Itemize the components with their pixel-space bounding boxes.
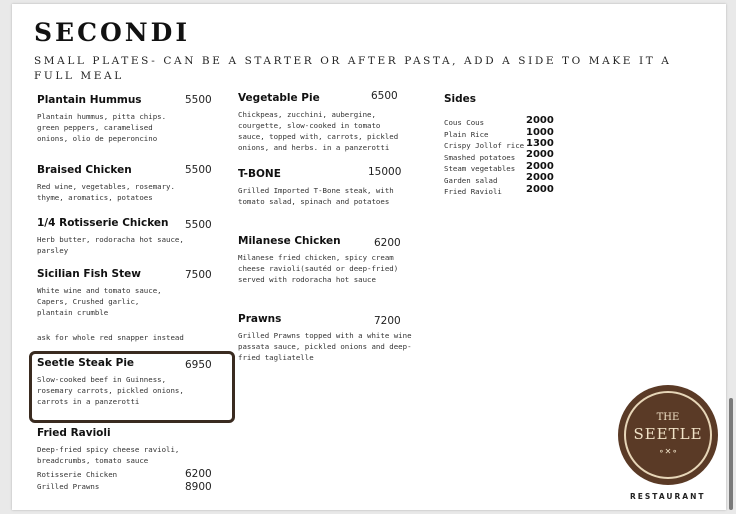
dish-rotisserie-chicken: [37, 217, 187, 256]
dish-description: Grilled Prawns topped with a white wine passata sauce, pickled onions and deep-fried tagliatelle: [238, 331, 412, 362]
logo-cutlery-icon: ⚬✕⚬: [657, 447, 679, 456]
dish-description: Milanese fried chicken, spicy cream cheese ravioli(sautéd or deep-fried) served with rodoracha hot sauce: [238, 253, 399, 284]
dish-description: Grilled Imported T-Bone steak, with tomato salad, spinach and potatoes: [238, 186, 394, 206]
side-price: 2000: [526, 115, 554, 126]
dish-name: Plantain Hummus: [37, 94, 142, 106]
dish-price: 5500: [185, 164, 212, 176]
dish-name: Vegetable Pie: [238, 92, 320, 104]
dish-price: 7200: [374, 315, 401, 327]
side-price: 1300: [526, 138, 554, 149]
side-price: 1000: [526, 127, 554, 138]
dish-name: Prawns: [238, 313, 282, 325]
side-item: Plain Rice: [444, 130, 489, 139]
side-price: 2000: [526, 149, 554, 160]
side-item: Fried Ravioli: [444, 187, 502, 196]
scrollbar-thumb[interactable]: [729, 398, 733, 510]
dish-name: Fried Ravioli: [37, 427, 111, 439]
dish-price: 6200: [374, 237, 401, 249]
dish-price: 6950: [185, 359, 212, 371]
dish-description: Red wine, vegetables, rosemary. thyme, aromatics, potatoes: [37, 182, 175, 202]
fish-stew-note: ask for whole red snapper instead: [37, 333, 184, 342]
dish-description: Plantain hummus, pitta chips. green peppers, caramelised onions, olio de peperoncino: [37, 112, 167, 143]
dish-name: T-BONE: [238, 168, 281, 180]
extra-price: 6200: [185, 468, 212, 480]
dish-price: 7500: [185, 269, 212, 281]
dish-sicilian-fish-stew: [37, 268, 167, 318]
extra-price: 8900: [185, 481, 212, 493]
side-item: Crispy Jollof rice: [444, 141, 525, 150]
dish-seetle-steak-pie: [37, 357, 187, 407]
menu-subtitle: SMALL PLATES- CAN BE A STARTER OR AFTER PASTA, ADD A SIDE TO MAKE IT A FULL MEAL: [34, 55, 672, 82]
seetle-logo: [618, 385, 718, 485]
dish-price: 15000: [368, 166, 402, 178]
dish-name: 1/4 Rotisserie Chicken: [37, 217, 169, 229]
dish-description: Deep-fried spicy cheese ravioli, breadcrumbs, tomato sauce: [37, 445, 180, 465]
dish-name: Milanese Chicken: [238, 235, 341, 247]
extra-item: Grilled Prawns: [37, 482, 100, 491]
dish-plantain-hummus: [37, 94, 187, 144]
dish-price: 5500: [185, 219, 212, 231]
sides-title: Sides: [444, 93, 477, 105]
dish-description: Chickpeas, zucchini, aubergine, courgette, slow-cooked in tomato sauce, topped with, carrots, pickled onions, and herbs. in a panzerotti: [238, 110, 399, 152]
dish-description: White wine and tomato sauce, Capers, Crushed garlic, plantain crumble: [37, 286, 162, 317]
logo-text-seetle: SEETLE: [633, 425, 703, 443]
side-price: 2000: [526, 172, 554, 183]
side-item: Cous Cous: [444, 118, 485, 127]
dish-price: 5500: [185, 94, 212, 106]
dish-name: Sicilian Fish Stew: [37, 268, 141, 280]
dish-fried-ravioli: [37, 427, 187, 466]
side-price: 2000: [526, 184, 554, 195]
side-item: Garden salad: [444, 176, 498, 185]
dish-name: Seetle Steak Pie: [37, 357, 135, 369]
dish-description: Herb butter, rodoracha hot sauce, parsley: [37, 235, 184, 255]
menu-page: [12, 4, 726, 510]
extra-item: Rotisserie Chicken: [37, 470, 118, 479]
logo-caption: RESTAURANT: [630, 492, 706, 501]
side-item: Smashed potatoes: [444, 153, 516, 162]
side-price: 2000: [526, 161, 554, 172]
dish-name: Braised Chicken: [37, 164, 132, 176]
dish-price: 6500: [371, 90, 398, 102]
dish-description: Slow-cooked beef in Guinness, rosemary carrots, pickled onions, carrots in a panzerotti: [37, 375, 184, 406]
logo-text-the: THE: [656, 412, 680, 423]
menu-title: SECONDI: [34, 18, 191, 47]
side-item: Steam vegetables: [444, 164, 516, 173]
dish-braised-chicken: [37, 164, 187, 203]
